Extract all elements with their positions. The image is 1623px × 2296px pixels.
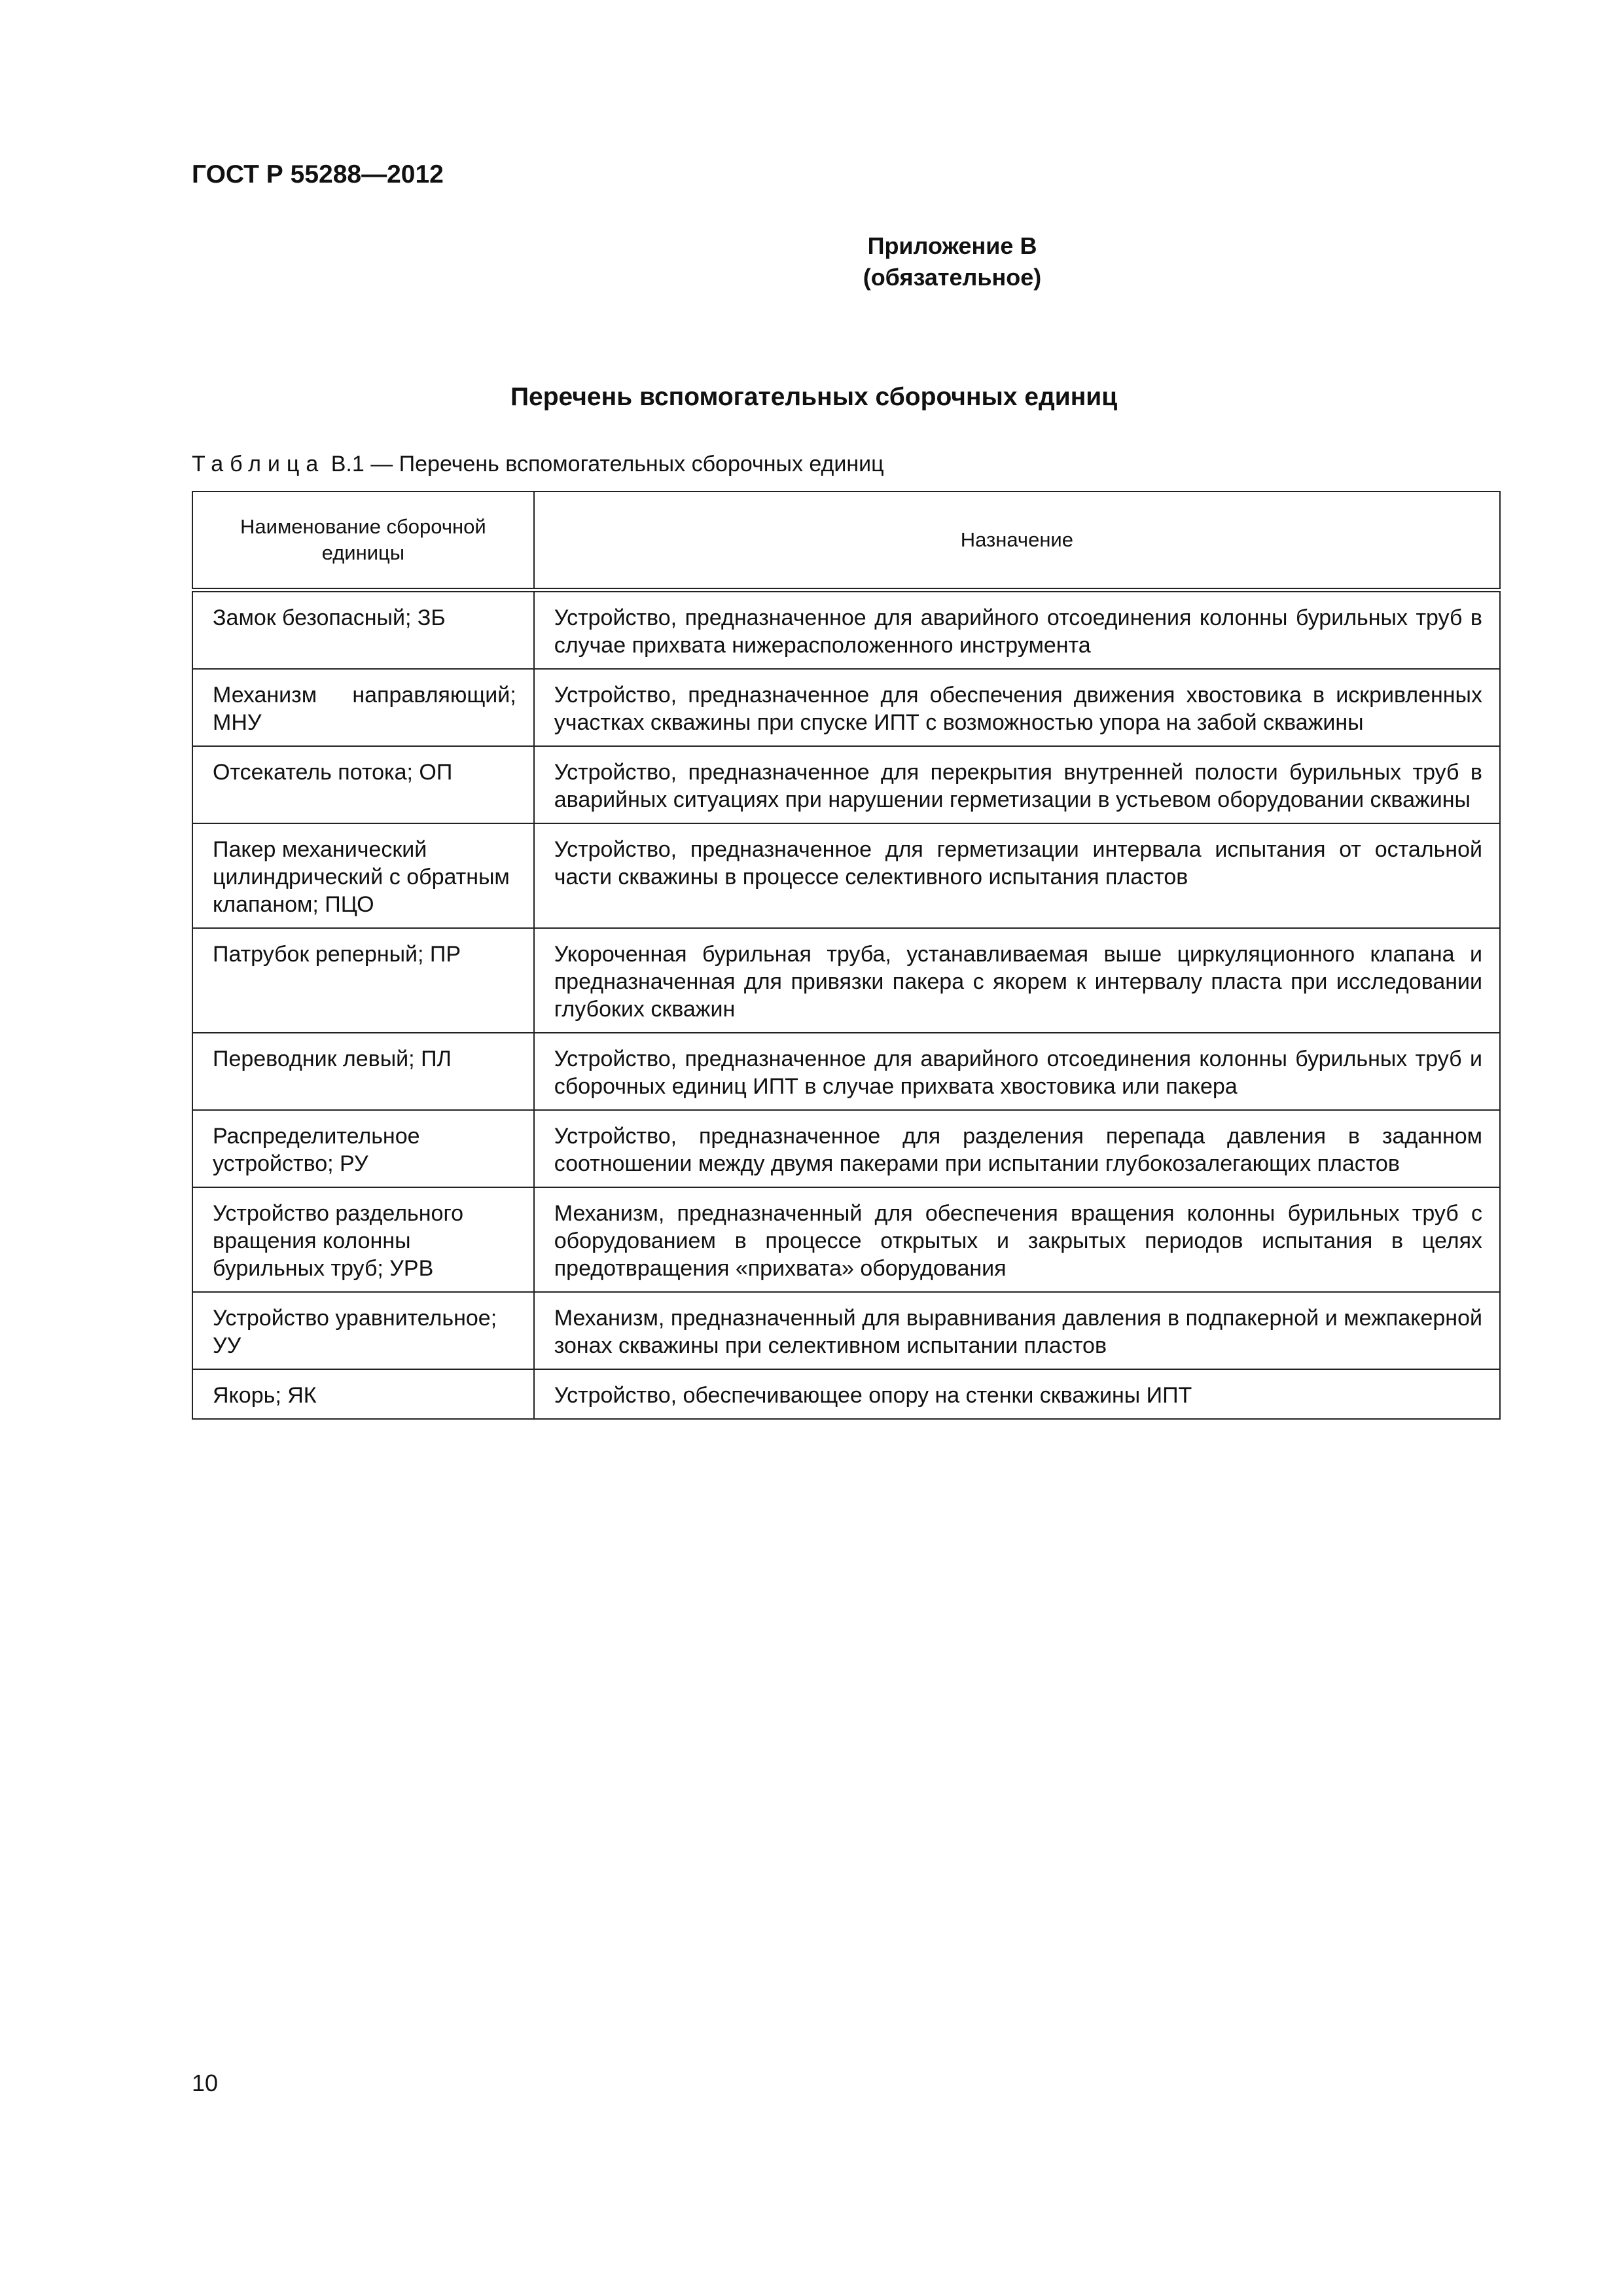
table-row <box>192 669 1500 746</box>
table-row <box>192 1187 1500 1292</box>
unit-name: Замок безопасный; ЗБ <box>192 590 534 670</box>
appendix-status: (обязательное) <box>863 264 1042 291</box>
table-row <box>192 1292 1500 1369</box>
header-purpose: Назначение <box>534 492 1500 590</box>
table-caption-text: В.1 — Перечень вспомогательных сборочных единиц <box>325 452 884 476</box>
document-code: ГОСТ Р 55288—2012 <box>192 160 444 188</box>
unit-name: Распределительное устройство; РУ <box>192 1110 534 1187</box>
unit-name: Механизм направляющий; МНУ <box>192 669 534 746</box>
table-caption <box>192 452 884 477</box>
table-header-row <box>192 492 1500 590</box>
unit-purpose: Устройство, предназначенное для герметизации интервала испытания от остальной части скважины в процессе селективного испытания пластов <box>534 823 1500 928</box>
unit-purpose: Устройство, предназначенное для аварийного отсоединения колонны бурильных труб и сборочных единиц ИПТ в случае прихвата хвостовика или пакера <box>534 1033 1500 1110</box>
unit-purpose: Устройство, предназначенное для аварийного отсоединения колонны бурильных труб в случае прихвата нижерасположенного инструмента <box>534 590 1500 670</box>
unit-name: Якорь; ЯК <box>192 1369 534 1419</box>
header-name: Наименование сборочной единицы <box>192 492 534 590</box>
table-row <box>192 928 1500 1033</box>
unit-purpose: Укороченная бурильная труба, устанавливаемая выше циркуляционного клапана и предназначенная для привязки пакера с якорем к интервалу пласта при исследовании глубоких скважин <box>534 928 1500 1033</box>
unit-purpose: Устройство, обеспечивающее опору на стенки скважины ИПТ <box>534 1369 1500 1419</box>
table-row <box>192 1033 1500 1110</box>
unit-name: Пакер механический цилиндрический с обратным клапаном; ПЦО <box>192 823 534 928</box>
unit-purpose: Устройство, предназначенное для перекрытия внутренней полости бурильных труб в аварийных ситуациях при нарушении герметизации в устьевом оборудовании скважины <box>534 746 1500 823</box>
appendix-title: Приложение В <box>867 232 1037 259</box>
table-row <box>192 746 1500 823</box>
table-row <box>192 1369 1500 1419</box>
unit-name: Отсекатель потока; ОП <box>192 746 534 823</box>
unit-name: Устройство раздельного вращения колонны бурильных труб; УРВ <box>192 1187 534 1292</box>
unit-name: Устройство уравнительное; УУ <box>192 1292 534 1369</box>
table-row <box>192 590 1500 670</box>
unit-purpose: Механизм, предназначенный для обеспечения вращения колонны бурильных труб с оборудованием в процессе открытых и закрытых периодов испытания в целях предотвращения «прихвата» оборудования <box>534 1187 1500 1292</box>
unit-purpose: Механизм, предназначенный для выравнивания давления в подпакерной и межпакерной зонах скважины при селективном испытании пластов <box>534 1292 1500 1369</box>
unit-name: Патрубок реперный; ПР <box>192 928 534 1033</box>
section-title: Перечень вспомогательных сборочных единиц <box>510 383 1118 411</box>
unit-purpose: Устройство, предназначенное для разделения перепада давления в заданном соотношении между двумя пакерами при испытании глубокозалегающих пластов <box>534 1110 1500 1187</box>
table-caption-prefix: Таблица <box>192 452 325 476</box>
units-table <box>192 491 1501 1420</box>
page-number: 10 <box>192 2070 219 2096</box>
table-row <box>192 1110 1500 1187</box>
unit-purpose: Устройство, предназначенное для обеспечения движения хвостовика в искривленных участках скважины при спуске ИПТ с возможностью упора на забой скважины <box>534 669 1500 746</box>
unit-name: Переводник левый; ПЛ <box>192 1033 534 1110</box>
table-row <box>192 823 1500 928</box>
